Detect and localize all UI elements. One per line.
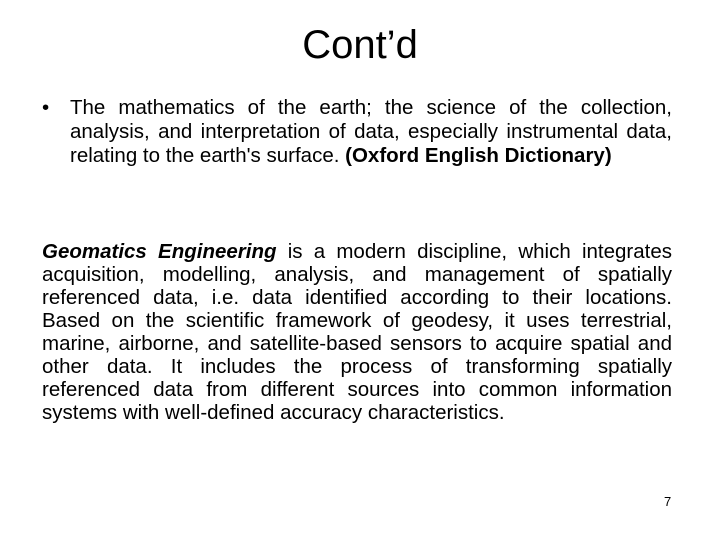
bullet-marker: • — [42, 96, 50, 119]
paragraph-term: Geomatics Engineering — [42, 240, 277, 263]
bullet-item — [42, 96, 672, 168]
bullet-text-container — [70, 96, 672, 168]
bullet-definition-text: The mathematics of the earth; the science of the collection, analysis, and interpretation of data, especially instrumental data, relating to the earth's surface. — [70, 96, 672, 167]
definition-paragraph — [42, 240, 672, 424]
page-number: 7 — [664, 494, 672, 509]
paragraph-body-text: is a modern discipline, which integrates acquisition, modelling, analysis, and management of spatially referenced data, i.e. data identified according to their locations. Based on the scientific framework of geodesy, it uses terrestrial, marine, airborne, and satellite-based sensors to acquire spatial and other data. It includes the process of transforming spatially referenced data from different sources into common information systems with well-defined accuracy characteristics. — [42, 240, 672, 424]
bullet-source-citation: (Oxford English Dictionary) — [345, 144, 612, 167]
slide-title: Cont’d — [302, 23, 418, 67]
